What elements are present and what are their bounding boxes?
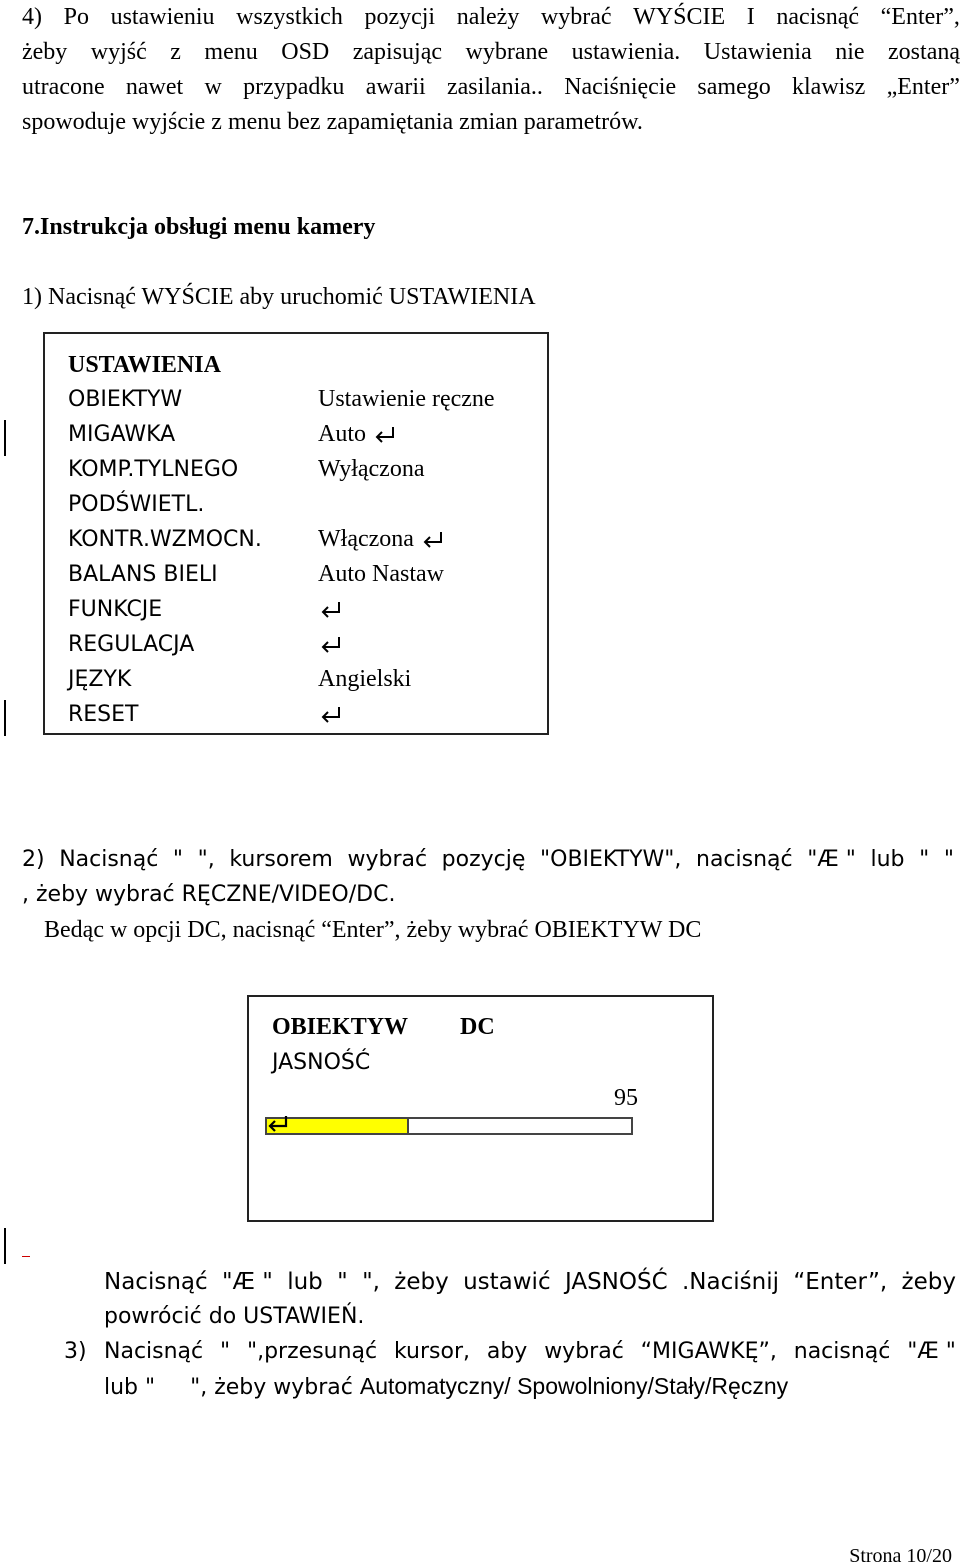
enter-icon	[318, 705, 344, 725]
menu-item-label: RESET	[68, 702, 139, 727]
enter-icon	[372, 425, 398, 445]
word: "	[220, 1339, 231, 1364]
menu-item-value-text: Auto	[318, 421, 366, 447]
word: samego	[697, 74, 771, 100]
menu-item-value	[318, 456, 425, 483]
word: nie	[835, 39, 865, 65]
lens-mode-value: DC	[460, 1014, 495, 1040]
word: w	[204, 74, 222, 100]
menu-item-value	[318, 526, 446, 553]
word: zasilania..	[446, 74, 543, 100]
word: 4)	[22, 4, 42, 30]
enter-icon	[318, 635, 344, 655]
menu-item-label: KONTR.WZMOCN.	[68, 527, 262, 552]
word: lub	[287, 1269, 323, 1295]
step-2-line-1	[22, 847, 954, 872]
word: zapisując	[352, 39, 443, 65]
menu-item-label: PODŚWIETL.	[68, 492, 205, 517]
menu-item-label: OBIEKTYW	[68, 387, 183, 412]
word: ",	[197, 847, 215, 872]
word: kursor,	[393, 1339, 470, 1364]
menu-item-label: MIGAWKA	[68, 422, 176, 447]
word: Po	[63, 4, 89, 30]
word: “Enter”,	[793, 1269, 888, 1295]
word: żeby	[22, 39, 68, 65]
word: OSD	[281, 39, 330, 65]
word: przypadku	[243, 74, 345, 100]
menu-item-label: JĘZYK	[68, 667, 132, 692]
word: ",przesunąć	[246, 1339, 378, 1364]
menu-item-value	[318, 666, 411, 693]
word: ustawieniu	[110, 4, 215, 30]
shutter-options: Automatyczny/ Spowolniony/Stały/Ręczny	[359, 1373, 789, 1399]
word: pozycję	[441, 847, 526, 872]
enter-icon	[420, 530, 446, 550]
word: JASNOŚĆ	[564, 1269, 668, 1295]
word: menu	[204, 39, 258, 65]
osd-menu-title: USTAWIENIA	[68, 352, 221, 378]
step-2c-line-2: powrócić do USTAWIEŃ.	[104, 1304, 365, 1329]
enter-icon	[318, 600, 344, 620]
margin-bar	[4, 1228, 6, 1264]
menu-item-label: REGULACJA	[68, 632, 195, 657]
step-2-line-2: , żeby wybrać RĘCZNE/VIDEO/DC.	[22, 882, 396, 907]
word: kursorem	[229, 847, 333, 872]
word: WYŚCIE	[633, 4, 726, 30]
brightness-bar	[265, 1117, 633, 1135]
page-number: Strona 10/20	[849, 1545, 952, 1567]
intro-line-4: spowoduje wyjście z menu bez zapamiętania zmian parametrów.	[22, 109, 643, 135]
menu-item-value	[318, 631, 344, 658]
step-3-number: 3)	[64, 1339, 87, 1364]
word: pozycji	[364, 4, 436, 30]
word: klawisz	[792, 74, 866, 100]
step-3-line-2	[104, 1373, 788, 1400]
menu-item-value-text: Wyłączona	[318, 456, 425, 482]
word: "	[943, 847, 954, 872]
menu-item-value	[318, 596, 344, 623]
word: ",	[362, 1269, 380, 1295]
word: "Æ "	[221, 1269, 273, 1295]
word: wszystkich	[236, 4, 343, 30]
word: aby	[486, 1339, 528, 1364]
step-3-line-2-prefix: lub " ", żeby wybrać	[104, 1375, 360, 1400]
menu-item-value	[318, 386, 495, 413]
word: nacisnąć	[776, 4, 860, 30]
menu-item-value	[318, 701, 344, 728]
word: lub	[870, 847, 905, 872]
word: "	[337, 1269, 348, 1295]
word: „Enter”	[886, 74, 960, 100]
word: awarii	[365, 74, 426, 100]
menu-item-value	[318, 561, 444, 588]
word: wybrać	[347, 847, 428, 872]
section-heading: 7.Instrukcja obsługi menu kamery	[22, 214, 376, 240]
menu-item-value-text: Angielski	[318, 666, 412, 692]
word: Naciśnięcie	[564, 74, 677, 100]
word: zostaną	[888, 39, 960, 65]
menu-item-value-text: Włączona	[318, 526, 414, 552]
word: “MIGAWKĘ”,	[640, 1339, 777, 1364]
margin-bar	[4, 700, 6, 736]
step-2c-line-1	[104, 1269, 956, 1295]
menu-item-label: BALANS BIELI	[68, 562, 218, 587]
word: żeby	[901, 1269, 956, 1295]
word: Nacisnąć	[104, 1269, 208, 1295]
margin-bar	[4, 420, 6, 456]
word: nawet	[125, 74, 184, 100]
menu-item-value	[318, 421, 398, 448]
step-2-line-3: Bedąc w opcji DC, nacisnąć “Enter”, żeby wybrać OBIEKTYW DC	[44, 917, 702, 943]
word: I	[746, 4, 755, 30]
lens-menu-title: OBIEKTYW	[272, 1014, 409, 1040]
word: wybrać	[540, 4, 612, 30]
step-3-line-1	[104, 1339, 956, 1364]
menu-item-value-text: Auto Nastaw	[318, 561, 444, 587]
word: żeby	[394, 1269, 449, 1295]
enter-icon	[266, 1114, 292, 1136]
intro-line-1	[22, 4, 960, 31]
word: ustawić	[463, 1269, 551, 1295]
intro-line-3	[22, 74, 960, 101]
menu-item-label: KOMP.TYLNEGO	[68, 457, 239, 482]
word: wybrać	[544, 1339, 624, 1364]
word: "Æ "	[807, 847, 856, 872]
word: nacisnąć	[696, 847, 793, 872]
menu-item-label: FUNKCJE	[68, 597, 163, 622]
word: .Naciśnij	[681, 1269, 779, 1295]
word: 2)	[22, 847, 45, 872]
word: “Enter”,	[880, 4, 960, 30]
word: wybrane	[465, 39, 549, 65]
intro-line-2	[22, 39, 960, 66]
menu-item-value-text: Ustawienie ręczne	[318, 386, 495, 412]
word: "	[172, 847, 184, 872]
brightness-value: 95	[614, 1085, 638, 1111]
word: należy	[456, 4, 520, 30]
word: "	[919, 847, 930, 872]
brightness-label: JASNOŚĆ	[272, 1050, 371, 1075]
word: nacisnąć	[793, 1339, 891, 1364]
word: Ustawienia	[703, 39, 812, 65]
word: "Æ "	[907, 1339, 956, 1364]
word: ustawienia.	[571, 39, 681, 65]
word: z	[170, 39, 181, 65]
word: Nacisnąć	[104, 1339, 204, 1364]
word: Nacisnąć	[59, 847, 159, 872]
red-mark	[22, 1256, 30, 1257]
word: wyjść	[90, 39, 147, 65]
word: "OBIEKTYW",	[540, 847, 682, 872]
step-1-text: 1) Nacisnąć WYŚCIE aby uruchomić USTAWIENIA	[22, 284, 536, 310]
word: utracone	[22, 74, 105, 100]
